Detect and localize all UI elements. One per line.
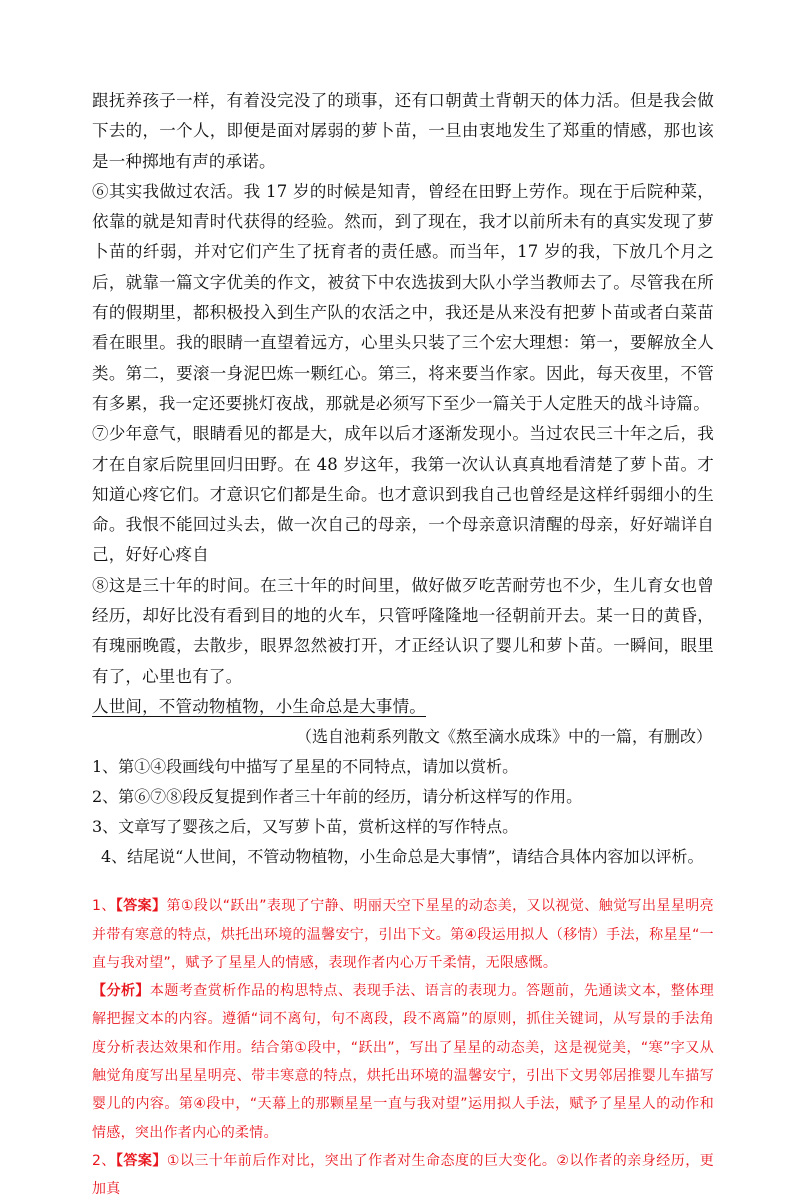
question-3: 3、文章写了婴孩之后，又写萝卜苗，赏析这样的写作特点。 bbox=[92, 817, 519, 837]
answer-2-text: ①以三十年前后作对比，突出了作者对生命态度的巨大变化。②以作者的亲身经历，更加真 bbox=[92, 1152, 715, 1198]
question-list bbox=[92, 752, 714, 872]
answer-2 bbox=[92, 1147, 714, 1204]
underlined-final-sentence: 人世间，不管动物植物，小生命总是大事情。 bbox=[92, 696, 426, 716]
source-citation: （选自池莉系列散文《熬至滴水成珠》中的一篇，有删改） bbox=[295, 727, 712, 747]
answer-1-text: 第①段以“跃出”表现了宁静、明丽天空下星星的动态美，又以视觉、触觉写出星星明亮并带有寒意的特点，烘托出环境的温馨安宁，引出下文。第④段运用拟人（移情）手法，称星星“一直与我对望”，赋予了星星人的情感，表现作者内心万千柔情，无限感慨。 bbox=[92, 898, 714, 971]
question-4: 4、结尾说“人世间，不管动物植物，小生命总是大事情”，请结合具体内容加以评析。 bbox=[101, 847, 704, 867]
paragraph-5-continued: 跟抚养孩子一样，有着没完没了的琐事，还有口朝黄土背朝天的体力活。但是我会做下去的，一个人，即便是面对孱弱的萝卜苗，一旦由衷地发生了郑重的情感，那也该是一种掷地有声的承诺。 bbox=[92, 91, 714, 171]
answer-1-number: 1、 bbox=[92, 898, 116, 915]
answer-1-analysis bbox=[92, 977, 714, 1147]
answer-1-tag: 【答案】 bbox=[115, 898, 167, 915]
question-2: 2、第⑥⑦⑧段反复提到作者三十年前的经历，请分析这样写的作用。 bbox=[92, 787, 583, 807]
paragraph-8-text: ⑧这是三十年的时间。在三十年的时间里，做好做歹吃苦耐劳也不少，生儿育女也曾经历，却好比没有看到目的地的火车，只管呼隆隆地一径朝前开去。某一日的黄昏，有瑰丽晚霞，去散步，眼界忽然被打开，才正经认识了婴儿和萝卜苗。一瞬间，眼里有了，心里也有了。 bbox=[92, 575, 714, 686]
answer-2-tag: 【答案】 bbox=[115, 1152, 167, 1169]
paragraph-8 bbox=[92, 571, 714, 722]
analysis-text: 本题考查赏析作品的构思特点、表现手法、语言的表现力。答题前，先通读文本，整体理解把握文本的内容。遵循“词不离句，句不离段，段不离篇”的原则，抓住关键词，从写景的手法角度分析表达效果和作用。结合第①段中，“跃出”，写出了星星的动态美，这是视觉美，“寒”字又从触觉角度写出星星明亮、带丰寒意的特点，烘托出环境的温馨安宁，引出下文男邻居推婴儿车描写婴儿的内容。第④段中，“天幕上的那颗星星一直与我对望”运用拟人手法，赋予了星星人的动作和情感，突出作者内心的柔情。 bbox=[92, 983, 715, 1141]
document-page bbox=[92, 86, 714, 1204]
passage bbox=[92, 86, 714, 722]
paragraph-7: ⑦少年意气，眼睛看见的都是大，成年以后才逐渐发现小。当过农民三十年之后，我才在自家后院里回归田野。在 48 岁这年，我第一次认认真真地看清楚了萝卜苗。才知道心疼它们。才意识它们都是生命。也才意识到我自己也曾经是这样纤弱细小的生命。我恨不能回过头去，做一次自己的母亲，一个母亲意识清醒的母亲，好好端详自己，好好心疼自 bbox=[92, 424, 714, 565]
paragraph-6: ⑥其实我做过农活。我 17 岁的时候是知青，曾经在田野上劳作。现在于后院种菜，依靠的就是知青时代获得的经验。然而，到了现在，我才以前所未有的真实发现了萝卜苗的纤弱，并对它们产生了抚育者的责任感。而当年，17 岁的我，下放几个月之后，就靠一篇文字优美的作文，被贫下中农选拔到大队小学当教师去了。尽管我在所有的假期里，都积极投入到生产队的农活之中，我还是从来没有把萝卜苗或者白菜苗看在眼里。我的眼睛一直望着远方，心里头只装了三个宏大理想：第一，要解放全人类。第二，要滚一身泥巴炼一颗红心。第三，将来要当作家。因此，每天夜里，不管有多累，我一定还要挑灯夜战，那就是必须写下至少一篇关于人定胜天的战斗诗篇。 bbox=[92, 181, 714, 413]
question-1: 1、第①④段画线句中描写了星星的不同特点，请加以赏析。 bbox=[92, 757, 519, 777]
answer-1 bbox=[92, 892, 714, 977]
analysis-tag: 【分析】 bbox=[92, 983, 150, 1000]
answer-key bbox=[92, 892, 714, 1203]
answer-2-number: 2、 bbox=[92, 1152, 116, 1169]
